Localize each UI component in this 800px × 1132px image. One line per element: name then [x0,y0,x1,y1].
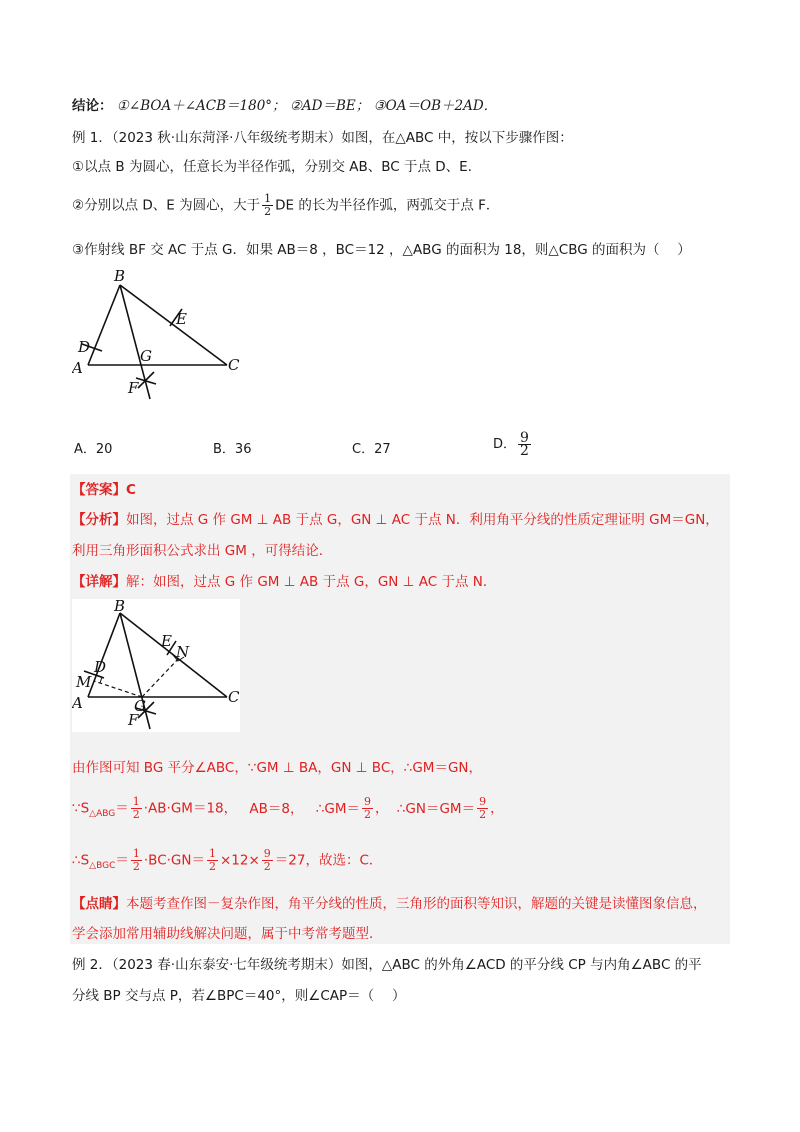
option-d [493,432,533,457]
detail-line-b: $\because S_{\triangle ABG}=$ $\frac{1}{2}$ ·AB·GM＝18， AB＝8， ∴GM＝ $\frac{9}{2}$ ， ∴GN＝GM＝ $\frac{9}{2}$ ， [72,795,504,821]
example1-step3: ③作射线 BF 交 AC 于点 G．如果 AB＝8 ，BC＝12 ，△ABG 的面积为 18，则△CBG 的面积为（ ） [72,242,691,258]
option-d-fraction [518,432,531,457]
line-b-ab: AB＝8， [249,800,304,817]
line-b-gn-den: 2 [479,808,487,821]
line-b-half-num: 1 [132,795,140,808]
comment-line-1 [72,894,707,914]
line-b-gn-frac [477,796,488,821]
label-b-2: B [114,599,126,615]
detail-text-1: 解：如图，过点 G 作 GM ⊥ AB 于点 G，GN ⊥ AC 于点 N． [126,574,497,590]
option-d-den: 2 [520,443,529,459]
detail-line-c [72,848,382,876]
analysis-line-1 [72,510,719,530]
line-b-gm-num: 9 [364,795,372,808]
line-c-half [131,848,142,873]
conclusion-label: 结论： [72,98,113,114]
detail-line-a: 由作图可知 BG 平分∠ABC，∵GM ⊥ BA，GN ⊥ BC，∴GM＝GN， [72,760,483,776]
detail-tag: 【详解】 [72,574,126,590]
label-e: E [176,310,187,328]
line-b-gm-den: 2 [364,808,372,821]
conclusion-item-3: ③OA＝OB＋2AD． [373,98,498,114]
perpendicular-gn [142,657,180,697]
label-c-2: C [228,688,240,706]
comment-text-1: 本题考查作图－复杂作图，角平分线的性质，三角形的面积等知识，解题的关键是读懂图象信息， [126,896,707,912]
label-c: C [228,356,240,374]
label-b: B [114,267,126,285]
line-b-mid: ·AB·GM＝18， [143,800,238,817]
step2-frac-num: 1 [264,192,272,205]
analysis-tag: 【分析】 [72,512,126,528]
step2-fraction [262,193,273,218]
option-d-prefix: D． [493,437,517,452]
example1-step2 [72,193,499,218]
label-d-2: D [94,658,107,676]
answer-line [72,480,136,500]
example2-line-1: 例 2．（2023 春·山东泰安·七年级统考期末）如图，△ABC 的外角∠ACD 的平分线 CP 与内角∠ABC 的平 [72,957,702,973]
line-b-gn: ∴GN＝GM＝ [396,800,476,817]
line-c-half2-den: 2 [208,860,216,873]
conclusion-item-2: ②AD＝BE； [289,98,370,114]
line-b-sub: △ABG [89,809,116,820]
perpendicular-gm [94,681,142,697]
label-a: A [72,359,83,377]
analysis-text-1: 如图，过点 G 作 GM ⊥ AB 于点 G，GN ⊥ AC 于点 N．利用角平分线的性质定理证明 GM＝GN， [126,512,719,528]
answer-tag: 【答案】 [72,482,126,498]
line-c-nine-den: 2 [263,860,271,873]
example1-title: 例 1．（2023 秋·山东菏泽·八年级统考期末）如图，在△ABC 中，按以下步骤作图： [72,130,573,146]
line-c-half2-num: 1 [208,847,216,860]
label-f: F [128,379,139,397]
line-b-gm: ∴GM＝ [315,800,361,817]
line-b-half [131,796,142,821]
line-c-half-den: 2 [132,860,140,873]
step2-pre: ②分别以点 D、E 为圆心，大于 [72,197,261,214]
analysis-line-2: 利用三角形面积公式求出 GM ，可得结论． [72,543,333,559]
option-c: C．27 [352,442,391,457]
line-c-mid1: ＝ [115,852,129,869]
side-ab-2 [88,613,120,697]
line-b-eq: ＝ [115,800,129,817]
option-d-num: 9 [520,430,529,446]
example2-line-2: 分线 BP 交与点 P，若∠BPC＝40°，则∠CAP＝（ ） [72,988,406,1004]
example1-step1: ①以点 B 为圆心，任意长为半径作弧，分别交 AB、BC 于点 D、E． [72,159,482,175]
conclusion-item-1: ①∠BOA＋∠ACB＝180°； [116,98,286,114]
line-b-pre: ∵S [72,800,90,817]
line-c-mid2: ·BC·GN＝ [143,852,205,869]
line-b-half-den: 2 [132,808,140,821]
label-d: D [78,338,91,356]
line-c-ninehalf [262,848,273,873]
label-m-2: M [76,673,92,691]
line-c-end: ＝27，故选：C． [274,852,383,869]
detail-line-1 [72,572,496,592]
label-g: G [140,347,152,365]
label-e-2: E [161,632,172,650]
line-b-gn-num: 9 [479,795,487,808]
triangle-figure-1 [72,266,252,406]
comment-line-2: 学会添加常用辅助线解决问题，属于中考常考题型． [72,926,383,942]
triangle-figure-2 [72,599,240,732]
line-c-pre: ∴S [72,852,90,869]
label-a-2: A [72,694,83,712]
answer-value: C [126,482,136,498]
label-n-2: N [176,643,190,661]
conclusion-line [72,96,497,116]
line-c-half-2 [207,848,218,873]
line-c-half-num: 1 [132,847,140,860]
line-c-nine-num: 9 [263,847,271,860]
line-c-sub: △BGC [89,861,116,872]
step2-post: DE 的长为半径作弧，两弧交于点 F． [275,197,500,214]
step2-frac-den: 2 [264,205,272,218]
side-bc [120,285,227,365]
option-b: B．36 [213,442,252,457]
label-f-2: F [128,711,139,729]
comment-tag: 【点睛】 [72,896,126,912]
option-a: A．20 [74,442,113,457]
line-b-gm-frac [362,796,373,821]
side-ab [88,285,120,365]
line-c-mid3: ×12× [219,852,260,869]
label-g-2: G [134,697,146,715]
